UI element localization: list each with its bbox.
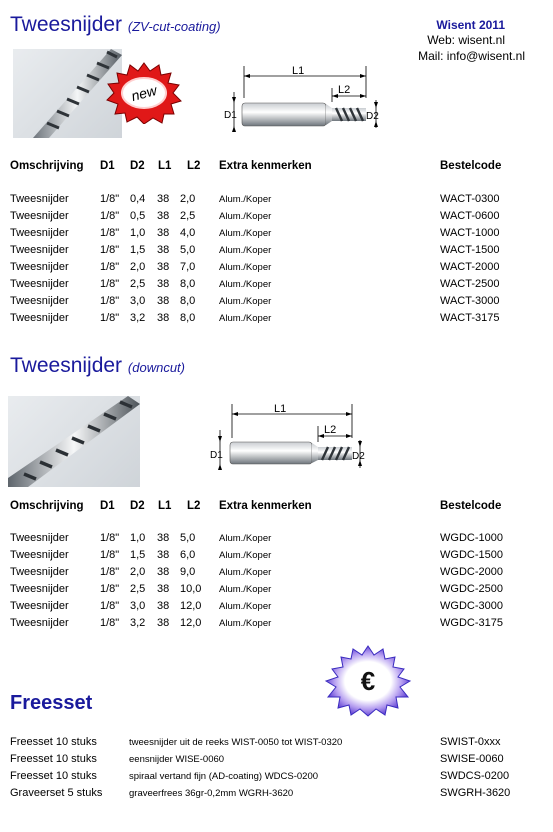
set-description: tweesnijder uit de reeks WIST-0050 tot WIST-0320 xyxy=(129,737,343,748)
row-l1: 38 xyxy=(157,261,170,273)
row-d1: 1/8" xyxy=(100,193,120,205)
row-extra: Alum./Koper xyxy=(219,194,272,205)
row-d1: 1/8" xyxy=(100,600,120,612)
row-l1: 38 xyxy=(157,532,170,544)
row-description: Tweesnijder xyxy=(10,210,69,222)
set-name: Freesset 10 stuks xyxy=(10,736,97,748)
row-l2: 5,0 xyxy=(180,532,196,544)
section1-title: Tweesnijder (ZV-cut-coating) xyxy=(10,13,221,36)
row-d1: 1/8" xyxy=(100,583,120,595)
row-description: Tweesnijder xyxy=(10,532,69,544)
row-l2: 2,5 xyxy=(180,210,196,222)
new-badge-text: new xyxy=(129,81,159,105)
row-order-code: WACT-2500 xyxy=(440,278,500,290)
row-d1: 1/8" xyxy=(100,295,120,307)
row-l2: 8,0 xyxy=(180,295,196,307)
row-description: Tweesnijder xyxy=(10,193,69,205)
row-d1: 1/8" xyxy=(100,312,120,324)
svg-text:L2: L2 xyxy=(324,424,337,436)
row-order-code: WACT-1500 xyxy=(440,244,500,256)
row-l1: 38 xyxy=(157,600,170,612)
row-d2: 1,5 xyxy=(130,244,146,256)
row-extra: Alum./Koper xyxy=(219,567,272,578)
row-d2: 3,0 xyxy=(130,295,146,307)
row-l2: 8,0 xyxy=(180,312,196,324)
set-name: Graveerset 5 stuks xyxy=(10,787,103,799)
row-l2: 7,0 xyxy=(180,261,196,273)
set-description: graveerfrees 36gr-0,2mm WGRH-3620 xyxy=(129,788,294,799)
row-description: Tweesnijder xyxy=(10,261,69,273)
row-description: Tweesnijder xyxy=(10,600,69,612)
row-d2: 3,2 xyxy=(130,617,146,629)
set-description: spiraal vertand fijn (AD-coating) WDCS-0200 xyxy=(129,771,319,782)
downcut-bit-image xyxy=(8,396,140,487)
row-l1: 38 xyxy=(157,227,170,239)
row-order-code: WACT-3175 xyxy=(440,312,500,324)
row-extra: Alum./Koper xyxy=(219,245,272,256)
row-description: Tweesnijder xyxy=(10,278,69,290)
row-order-code: WACT-0300 xyxy=(440,193,500,205)
set-description: eensnijder WISE-0060 xyxy=(129,754,225,765)
row-order-code: WGDC-1500 xyxy=(440,549,503,561)
row-order-code: WGDC-2500 xyxy=(440,583,503,595)
row-d2: 1,5 xyxy=(130,549,146,561)
row-order-code: WGDC-2000 xyxy=(440,566,503,578)
row-d2: 2,5 xyxy=(130,583,146,595)
brand-name: Wisent 2011 xyxy=(436,18,505,32)
row-description: Tweesnijder xyxy=(10,617,69,629)
row-d2: 1,0 xyxy=(130,227,146,239)
row-d2: 3,2 xyxy=(130,312,146,324)
row-order-code: WACT-1000 xyxy=(440,227,500,239)
row-d2: 1,0 xyxy=(130,532,146,544)
row-order-code: WGDC-3000 xyxy=(440,600,503,612)
row-d1: 1/8" xyxy=(100,617,120,629)
row-d1: 1/8" xyxy=(100,532,120,544)
row-l1: 38 xyxy=(157,295,170,307)
dimension-diagram-1 xyxy=(220,58,390,138)
svg-text:D2: D2 xyxy=(366,111,379,122)
row-order-code: WGDC-1000 xyxy=(440,532,503,544)
row-d1: 1/8" xyxy=(100,210,120,222)
dimension-diagram-2 xyxy=(206,398,376,478)
downcut-bit-photo xyxy=(8,396,140,487)
row-l2: 9,0 xyxy=(180,566,196,578)
set-order-code: SWIST-0xxx xyxy=(440,736,501,748)
set-name: Freesset 10 stuks xyxy=(10,753,97,765)
row-d1: 1/8" xyxy=(100,261,120,273)
euro-badge xyxy=(322,645,414,717)
row-d1: 1/8" xyxy=(100,549,120,561)
svg-text:L1: L1 xyxy=(292,65,305,77)
row-d2: 0,4 xyxy=(130,193,146,205)
new-badge xyxy=(104,62,184,124)
svg-text:D1: D1 xyxy=(224,110,237,121)
row-l2: 12,0 xyxy=(180,600,202,612)
row-order-code: WACT-2000 xyxy=(440,261,500,273)
row-order-code: WACT-0600 xyxy=(440,210,500,222)
row-d2: 2,5 xyxy=(130,278,146,290)
row-l1: 38 xyxy=(157,566,170,578)
svg-text:D1: D1 xyxy=(210,450,223,461)
row-d1: 1/8" xyxy=(100,227,120,239)
set-order-code: SWDCS-0200 xyxy=(440,770,510,782)
row-l1: 38 xyxy=(157,583,170,595)
row-extra: Alum./Koper xyxy=(219,601,272,612)
row-extra: Alum./Koper xyxy=(219,228,272,239)
row-order-code: WGDC-3175 xyxy=(440,617,503,629)
row-d1: 1/8" xyxy=(100,278,120,290)
svg-text:L2: L2 xyxy=(338,84,351,96)
row-d1: 1/8" xyxy=(100,566,120,578)
row-d2: 3,0 xyxy=(130,600,146,612)
row-order-code: WACT-3000 xyxy=(440,295,500,307)
row-extra: Alum./Koper xyxy=(219,533,272,544)
row-description: Tweesnijder xyxy=(10,549,69,561)
row-l1: 38 xyxy=(157,312,170,324)
svg-text:L1: L1 xyxy=(274,403,287,415)
svg-text:D2: D2 xyxy=(352,451,365,462)
section2-title: Tweesnijder (downcut) xyxy=(10,354,185,377)
row-description: Tweesnijder xyxy=(10,583,69,595)
row-l2: 5,0 xyxy=(180,244,196,256)
row-extra: Alum./Koper xyxy=(219,618,272,629)
row-l2: 10,0 xyxy=(180,583,202,595)
euro-symbol: € xyxy=(360,666,376,696)
row-d2: 2,0 xyxy=(130,566,146,578)
row-extra: Alum./Koper xyxy=(219,279,272,290)
row-description: Tweesnijder xyxy=(10,244,69,256)
set-name: Freesset 10 stuks xyxy=(10,770,97,782)
row-extra: Alum./Koper xyxy=(219,296,272,307)
set-order-code: SWGRH-3620 xyxy=(440,787,511,799)
row-extra: Alum./Koper xyxy=(219,211,272,222)
row-description: Tweesnijder xyxy=(10,566,69,578)
row-extra: Alum./Koper xyxy=(219,262,272,273)
mail-address: Mail: info@wisent.nl xyxy=(418,49,525,63)
row-description: Tweesnijder xyxy=(10,227,69,239)
row-description: Tweesnijder xyxy=(10,312,69,324)
row-l1: 38 xyxy=(157,549,170,561)
row-extra: Alum./Koper xyxy=(219,313,272,324)
row-l1: 38 xyxy=(157,617,170,629)
row-l2: 2,0 xyxy=(180,193,196,205)
row-l1: 38 xyxy=(157,244,170,256)
row-l1: 38 xyxy=(157,278,170,290)
row-extra: Alum./Koper xyxy=(219,550,272,561)
row-extra: Alum./Koper xyxy=(219,584,272,595)
row-l2: 12,0 xyxy=(180,617,202,629)
row-d2: 0,5 xyxy=(130,210,146,222)
row-d1: 1/8" xyxy=(100,244,120,256)
row-l2: 8,0 xyxy=(180,278,196,290)
row-l1: 38 xyxy=(157,210,170,222)
set-order-code: SWISE-0060 xyxy=(440,753,504,765)
row-d2: 2,0 xyxy=(130,261,146,273)
row-description: Tweesnijder xyxy=(10,295,69,307)
web-address: Web: wisent.nl xyxy=(427,33,505,47)
row-l2: 6,0 xyxy=(180,549,196,561)
row-l1: 38 xyxy=(157,193,170,205)
freesset-title: Freesset xyxy=(10,692,93,714)
row-l2: 4,0 xyxy=(180,227,196,239)
